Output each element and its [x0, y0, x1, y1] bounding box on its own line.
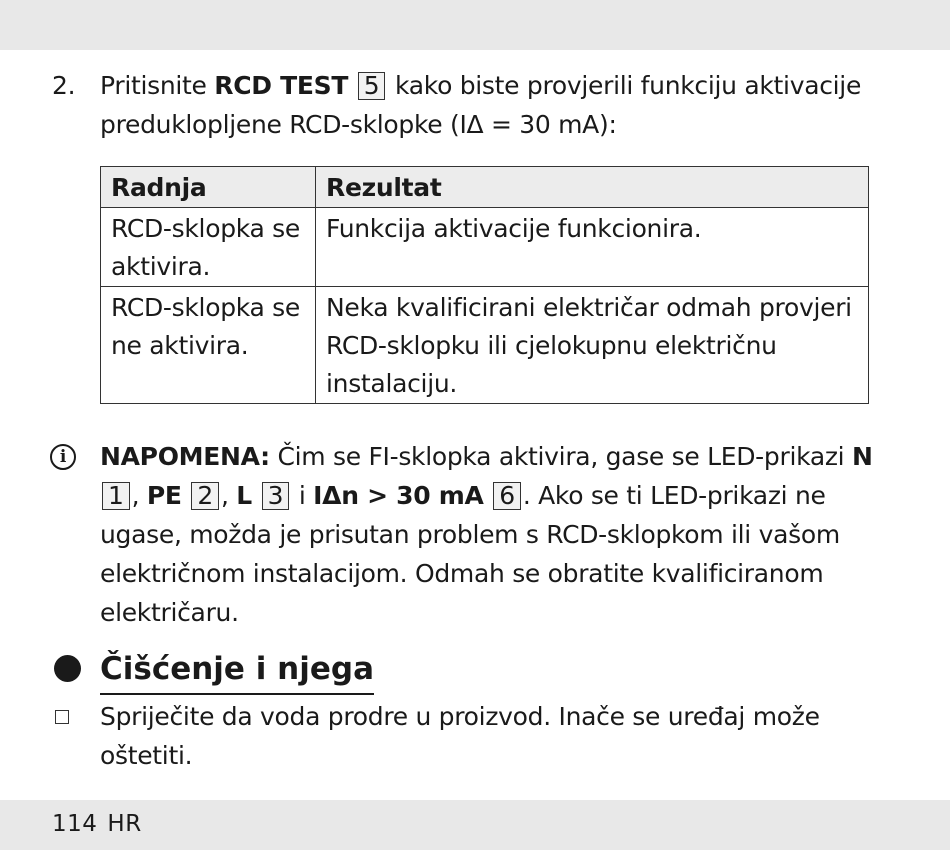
top-band — [0, 0, 950, 50]
step-intro: Pritisnite — [100, 71, 215, 100]
note-text-1: Čim se FI-sklopka aktivira, gase se LED-prikazi — [269, 442, 852, 471]
step-text-after: kako biste provjerili funkciju aktivacije preduklopljene RCD-sklopke (IΔ = 30 mA): — [100, 71, 862, 139]
ref-box-3: 3 — [262, 482, 290, 510]
result-table — [100, 166, 869, 404]
separator: , — [220, 481, 237, 510]
note-text — [100, 437, 910, 632]
table-cell-action: RCD-sklopka se ne aktivira. — [101, 287, 316, 404]
ref-box-5: 5 — [358, 72, 386, 100]
table-cell-result: Funkcija aktivacije funkcionira. — [316, 208, 869, 287]
table-cell-action: RCD-sklopka se aktivira. — [101, 208, 316, 287]
table-cell-result: Neka kvalificirani električar odmah provjeri RCD-sklopku ili cjelokupnu električnu instalaciju. — [316, 287, 869, 404]
ref-box-1: 1 — [102, 482, 130, 510]
separator: i — [291, 481, 314, 510]
step-number: 2. — [52, 71, 76, 100]
led-pe-label: PE — [146, 481, 182, 510]
section-title: Čišćenje i njega — [100, 645, 374, 695]
bullet-icon — [54, 655, 81, 682]
page-footer — [52, 811, 142, 837]
table-row — [101, 287, 869, 404]
page-number: 114 — [52, 811, 98, 837]
note-label: NAPOMENA: — [100, 442, 270, 471]
footer-band — [0, 800, 950, 850]
info-icon: i — [50, 444, 76, 470]
step-text — [100, 66, 900, 144]
ref-box-6: 6 — [493, 482, 521, 510]
language-code: HR — [107, 811, 142, 837]
table-header-row — [101, 167, 869, 208]
checklist-text: Spriječite da voda prodre u proizvod. Inače se uređaj može oštetiti. — [100, 702, 820, 770]
note-text-2: . Ako se ti LED-prikazi ne ugase, možda je prisutan problem s RCD-sklopkom ili vašom električnom instalacijom. Odmah se obratite kvalificiranom električaru. — [100, 481, 840, 627]
ref-box-2: 2 — [191, 482, 219, 510]
led-l-label: L — [236, 481, 252, 510]
led-idn-label: IΔn > 30 mA — [313, 481, 484, 510]
rcd-test-label: RCD TEST — [214, 71, 349, 100]
separator: , — [131, 481, 147, 510]
header-rezultat: Rezultat — [316, 167, 869, 208]
checkbox-icon — [55, 710, 69, 724]
led-n-label: N — [851, 442, 873, 471]
table-row — [101, 208, 869, 287]
header-radnja: Radnja — [101, 167, 316, 208]
